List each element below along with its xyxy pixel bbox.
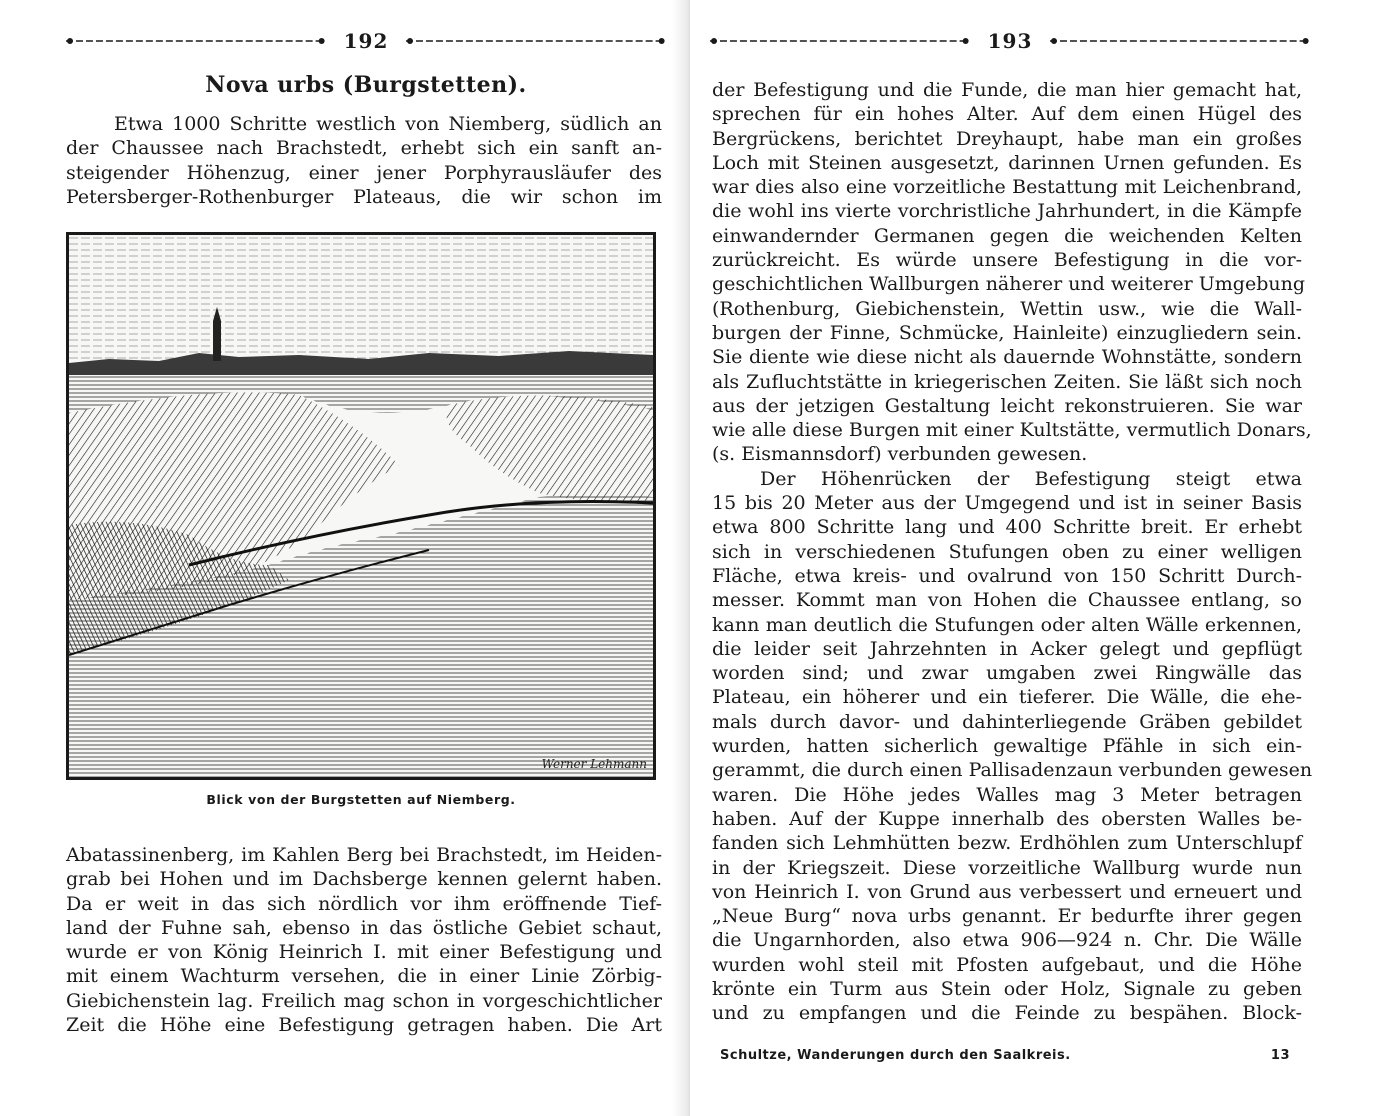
text-line: Giebichenstein lag. Freilich mag schon in vorgeschichtlicher: [66, 989, 662, 1012]
running-title: Schultze, Wanderungen durch den Saalkreis.: [720, 1047, 1071, 1063]
right-page: [690, 0, 1386, 1116]
text-line: mit einem Wachturm versehen, die in einer Linie Zörbig-: [66, 965, 662, 988]
text-line: Petersberger-Rothenburger Plateaus, die wir schon im: [66, 185, 662, 208]
text-line: Der Höhenrücken der Befestigung steigt etwa: [760, 467, 1302, 490]
text-line: der Befestigung und die Funde, die man hier gemacht hat,: [712, 79, 1302, 101]
intro-paragraph: [66, 112, 662, 209]
text-line: sprechen für ein hohes Alter. Auf dem einen Hügel des: [712, 103, 1302, 126]
text-line: Abatassinenberg, im Kahlen Berg bei Brachstedt, im Heiden-: [66, 844, 662, 866]
text-line: krönte ein Turm aus Stein oder Holz, Signale zu geben: [712, 977, 1302, 1000]
text-line: die Ungarnhorden, also etwa 906—924 n. Chr. Die Wälle: [712, 929, 1302, 952]
text-line: in der Kriegszeit. Diese vorzeitliche Wallburg wurde nun: [712, 856, 1302, 879]
text-line: Plateau, ein höherer und ein tieferer. Die Wälle, die ehe-: [712, 686, 1302, 709]
text-line: und zu empfangen und die Feinde zu bespähen. Block-: [712, 1002, 1302, 1025]
text-line: Loch mit Steinen ausgesetzt, darinnen Urnen gefunden. Es: [712, 151, 1302, 174]
sky: [69, 235, 653, 365]
left-page-header: [66, 28, 666, 54]
text-line: die leider seit Jahrzehnten in Acker gelegt und gepflügt: [712, 637, 1302, 660]
body-paragraph: [66, 843, 662, 1037]
text-line: 15 bis 20 Meter aus der Umgegend und ist in seiner Basis: [712, 492, 1302, 515]
header-ornament-right-icon: [1050, 36, 1310, 46]
header-ornament-right-icon: [406, 36, 666, 46]
text-line: wie alle diese Burgen mit einer Kultstätte, vermutlich Donars,: [712, 419, 1312, 442]
text-line: fanden sich Lehmhütten bezw. Erdhöhlen zum Unterschlupf: [712, 832, 1302, 855]
text-line: wurden wohl steil mit Pfosten aufgebaut, und die Höhe: [712, 953, 1302, 976]
text-line: (s. Eismannsdorf) verbunden gewesen.: [712, 443, 1088, 466]
text-line: waren. Die Höhe jedes Walles mag 3 Meter betragen: [712, 783, 1302, 806]
landscape-illustration: [66, 232, 656, 780]
text-line: wurde er von König Heinrich I. mit einer Befestigung und: [66, 941, 662, 964]
text-line: mals durch davor- und dahinterliegende Gräben gebildet: [712, 710, 1302, 733]
right-page-header: [710, 28, 1310, 54]
text-line: einwandernder Germanen gegen die weichenden Kelten: [712, 224, 1302, 247]
text-line: haben. Auf der Kuppe innerhalb des obersten Walles be-: [712, 807, 1302, 830]
text-line: „Neue Burg“ nova urbs genannt. Er bedurfte ihrer gegen: [712, 905, 1302, 928]
text-line: wurden, hatten sicherlich gewaltige Pfähle in sich ein-: [712, 735, 1302, 758]
text-line: burgen der Finne, Schmücke, Hainleite) einzugliedern sein.: [712, 321, 1302, 344]
text-line: (Rothenburg, Giebichenstein, Wettin usw., wie die Wall-: [712, 297, 1302, 320]
figure-caption: Blick von der Burgstetten auf Niemberg.: [206, 792, 516, 807]
text-line: zurückreicht. Es würde unsere Befestigung in die vor-: [712, 249, 1302, 272]
paragraph-1: [712, 78, 1313, 1026]
text-line: land der Fuhne sah, ebenso in das östliche Gebiet schaut,: [66, 916, 662, 939]
text-line: Bergrückens, berichtet Dreyhaupt, habe man ein großes: [712, 127, 1302, 150]
church-tower: [213, 321, 221, 361]
text-line: gerammt, die durch einen Pallisadenzaun verbunden gewesen: [712, 759, 1313, 782]
landscape-drawing: [69, 235, 653, 777]
text-line: worden sind; und zwar umgaben zwei Ringwälle das: [712, 662, 1302, 685]
signature-mark: 13: [1270, 1047, 1290, 1063]
artist-signature: Werner Lehmann: [541, 757, 647, 771]
text-line: etwa 800 Schritte lang und 400 Schritte breit. Er erhebt: [712, 516, 1302, 539]
text-line: Etwa 1000 Schritte westlich von Niemberg, südlich an: [114, 113, 662, 135]
text-line: grab bei Hohen und im Dachsberge kennen gelernt haben.: [66, 868, 662, 891]
text-line: sich in verschiedenen Stufungen oben zu einer welligen: [712, 540, 1302, 563]
right-hill: [447, 395, 654, 501]
text-line: von Heinrich I. von Grund aus verbessert und erneuert und: [712, 880, 1302, 903]
text-line: die wohl ins vierte vorchristliche Jahrhundert, in die Kämpfe: [712, 200, 1302, 223]
text-line: Da er weit in das sich nördlich vor ihm eröffnende Tief-: [66, 892, 662, 915]
left-page: [0, 0, 690, 1116]
text-line: Fläche, etwa kreis- und ovalrund von 150 Schritt Durch-: [712, 564, 1302, 587]
section-title: Nova urbs (Burgstetten).: [205, 72, 527, 98]
text-line: steigender Höhenzug, einer jener Porphyrausläufer des: [66, 161, 662, 184]
text-line: kann man deutlich die Stufungen oder alten Wälle erkennen,: [712, 613, 1302, 636]
text-line: Zeit die Höhe eine Befestigung getragen haben. Die Art: [66, 1014, 662, 1037]
text-line: war dies also eine vorzeitliche Bestattung mit Leichenbrand,: [712, 176, 1302, 199]
header-ornament-left-icon: [710, 36, 970, 46]
text-line: als Zufluchtstätte in kriegerischen Zeiten. Sie läßt sich noch: [712, 370, 1302, 393]
text-line: messer. Kommt man von Hohen die Chaussee entlang, so: [712, 589, 1302, 612]
text-line: der Chaussee nach Brachstedt, erhebt sich ein sanft an-: [66, 137, 662, 160]
page-number: 193: [987, 29, 1033, 53]
text-line: aus der jetzigen Gestaltung leicht rekonstruieren. Sie war: [712, 394, 1302, 417]
page-footer: [720, 1044, 1290, 1066]
text-line: geschichtlichen Wallburgen näherer und weiterer Umgebung: [712, 273, 1306, 296]
header-ornament-left-icon: [66, 36, 326, 46]
page-number: 192: [343, 29, 389, 53]
text-line: Sie diente wie diese nicht als dauernde Wohnstätte, sondern: [712, 346, 1302, 369]
